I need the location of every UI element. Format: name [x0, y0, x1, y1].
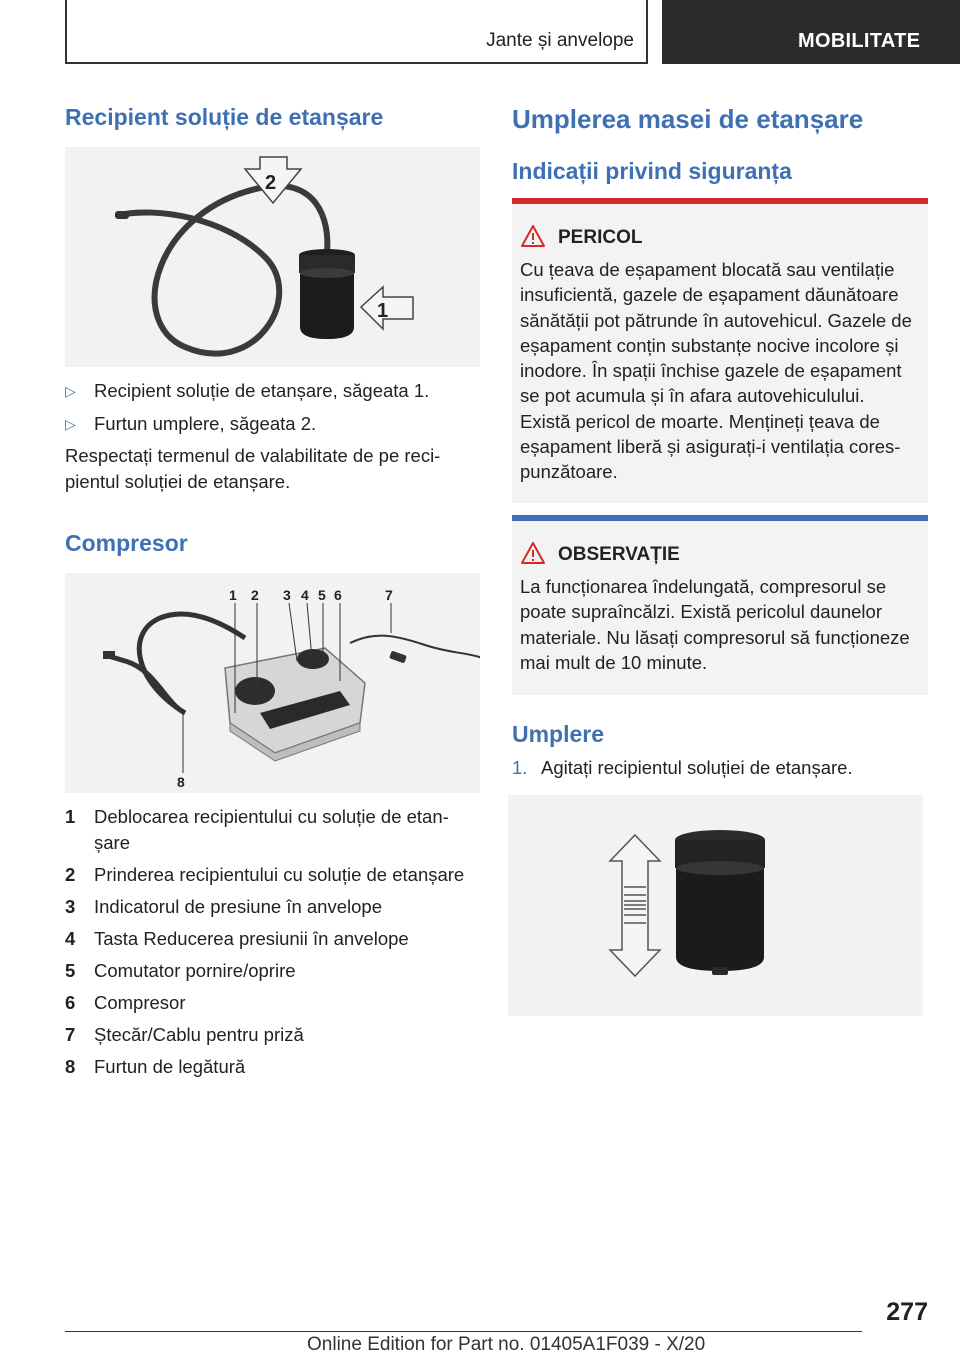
fill-heading: Umplere [512, 721, 605, 747]
shake-illustration [508, 795, 923, 1016]
shake-figure [508, 795, 923, 1016]
figure1-label-1: 1 [377, 300, 389, 322]
step-item [512, 755, 928, 781]
figure2-label-6: 6 [334, 587, 342, 603]
figure1-label-2: 2 [265, 172, 277, 194]
figure2-label-7: 7 [385, 587, 393, 603]
step-number: 1. [512, 757, 528, 778]
compressor-figure [65, 573, 480, 793]
notice-title: OBSERVAȚIE [558, 544, 680, 565]
compressor-heading: Compresor [65, 530, 188, 556]
list-item: 7 Ștecăr/Cablu pentru priză [65, 1024, 304, 1045]
figure2-label-2: 2 [251, 587, 259, 603]
compressor-parts-list [65, 804, 480, 1086]
header-subsection: Jante și anvelope [486, 30, 634, 51]
list-item: 1 Deblocarea recipientului cu soluție de etan- șare [65, 806, 449, 853]
list-item: 3 Indicatorul de presiune în anvelope [65, 896, 382, 917]
danger-title: PERICOL [558, 227, 643, 248]
sealant-list-item: ▷ Furtun umplere, săgeata 2. [65, 411, 480, 437]
danger-text: Cu țeava de eșapament blocată sau ventilație insuficientă, gazele de eșapament dăunătoare sănătății pot pătrunde în autovehicul. Gazele de eșapament conțin substanțe nocive incolore și inodore. În spații închise gazele de eșapament se pot acumula și în afara autovehiculului. Există pericol de moarte. Mențineți țeava de eșapament liberă și asigurați-i ventilația cores- punzătoare. [520, 259, 912, 483]
sealant-list-item: ▷ Recipient soluție de etanșare, săgeata 1. [65, 378, 480, 404]
notice-bar [512, 515, 928, 521]
header-section-title: MOBILITATE [798, 30, 921, 52]
step-text: Agitați recipientul soluției de etanșare. [541, 757, 853, 778]
sealant-figure [65, 147, 480, 367]
edition-line: Online Edition for Part no. 01405A1F039 - X/20 [307, 1334, 706, 1355]
list-item: 8 Furtun de legătură [65, 1056, 246, 1077]
list-item: 2 Prinderea recipientului cu soluție de etanșare [65, 864, 465, 885]
header-section-tab [662, 0, 960, 64]
figure2-label-5: 5 [318, 587, 326, 603]
warning-triangle-icon [520, 224, 546, 248]
list-item: 6 Compresor [65, 992, 186, 1013]
compressor-illustration [65, 573, 480, 793]
figure2-label-8: 8 [177, 774, 185, 790]
figure2-label-1: 1 [229, 587, 237, 603]
figure2-label-4: 4 [301, 587, 309, 603]
sealant-note: Respectați termenul de valabilitate de pe reci- pientul soluției de etanșare. [65, 445, 441, 492]
list-item: 5 Comutator pornire/oprire [65, 960, 296, 981]
footer-divider [65, 1331, 862, 1332]
danger-box [512, 198, 928, 503]
sealant-illustration [65, 147, 480, 367]
header-subsection-box [65, 0, 648, 64]
notice-box [512, 515, 928, 695]
triangle-bullet-icon: ▷ [65, 416, 76, 432]
triangle-bullet-icon: ▷ [65, 383, 76, 399]
main-heading: Umplerea masei de etanșare [512, 104, 864, 134]
figure2-label-3: 3 [283, 587, 291, 603]
list-item: 4 Tasta Reducerea presiunii în anvelope [65, 928, 409, 949]
warning-triangle-icon [520, 541, 546, 565]
danger-bar [512, 198, 928, 204]
sealant-heading: Recipient soluție de etanșare [65, 104, 384, 130]
notice-text: La funcționarea îndelungată, compresorul se poate supraîncălzi. Există pericolul daunelor materiale. Nu lăsați compresorul să funcționeze mai mult de 10 minute. [520, 576, 910, 673]
page-number: 277 [886, 1298, 928, 1326]
safety-heading: Indicații privind siguranța [512, 158, 792, 184]
